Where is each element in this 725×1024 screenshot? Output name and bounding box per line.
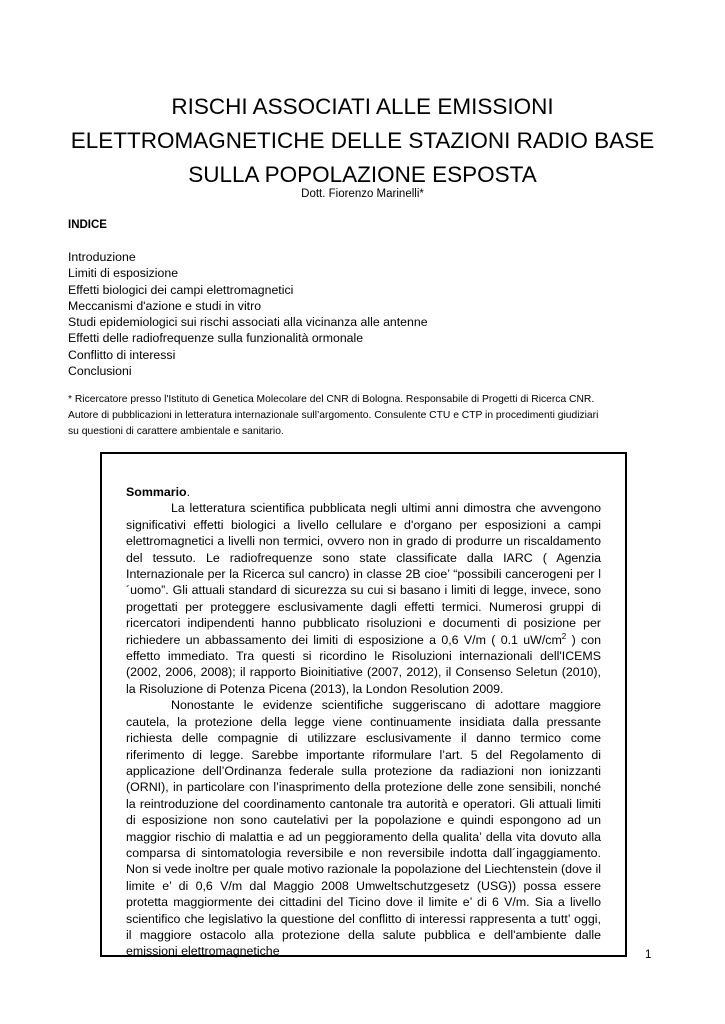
toc-item: Effetti biologici dei campi elettromagnetici (68, 282, 294, 297)
toc-item: Meccanismi d'azione e studi in vitro (68, 298, 262, 313)
summary-heading-line (126, 484, 601, 500)
toc-item: Limiti di esposizione (68, 266, 179, 281)
page-number: 1 (645, 949, 652, 961)
toc-item: Conflitto di interessi (68, 347, 176, 362)
summary-text (126, 484, 601, 960)
footnote-line: Autore di pubblicazioni in letteratura internazionale sull’argomento. Consulente CTU e CTP in procedimenti giudiziari (68, 410, 599, 422)
summary-p1-text: La letteratura scientifica pubblicata negli ultimi anni dimostra che avvengono significativi effetti biologici a livello cellulare e d'organo per esposizioni a campi elettromagnetici a livelli non termici, ovvero non in grado di produrre un riscaldamento del tessuto. Le radiofrequenze sono state classificate dalla IARC ( Agenzia Internazionale per la Ricerca sul cancro) in classe 2B cioe’ “possibili cancerogeni per l´uomo”. Gli attuali standard di sicurezza su cui si basano i limiti di legge, invece, sono progettati per proteggere esclusivamente dagli effetti termici. Numerosi gruppi di ricercatori indipendenti hanno pubblicato risoluzioni e documenti di posizione per richiedere un abbassamento dei limiti di esposizione a 0,6 V/m ( 0.1 uW/cm (126, 501, 601, 647)
index-heading: INDICE (68, 219, 107, 231)
summary-paragraph-1 (126, 500, 601, 697)
superscript-2: 2 (561, 631, 567, 641)
author-footnote (68, 392, 663, 441)
table-of-contents (68, 249, 428, 379)
title-line-1: RISCHI ASSOCIATI ALLE EMISSIONI (171, 94, 554, 119)
toc-item: Effetti delle radiofrequenze sulla funzionalità ormonale (68, 331, 364, 346)
summary-heading: Sommario (126, 485, 187, 499)
summary-p1-text-end: ) con effetto immediato. Tra questi si ricordino le Risoluzioni internazionali dell'ICEMS (2002, 2006, 2008); il rapporto Bioinitiative (2007, 2012), il Consenso Seletun (2010), la Risoluzione di Potenza Picena (2013), la London Resolution 2009. (126, 632, 601, 696)
footnote-line: su questioni di carattere ambientale e sanitario. (68, 426, 284, 438)
document-title (40, 90, 685, 192)
summary-paragraph-2: Nonostante le evidenze scientifiche suggeriscano di adottare maggiore cautela, la protezione della legge viene continuamente insidiata dalla pressante richiesta delle compagnie di utilizzare esclusivamente il danno termico come riferimento di legge. Sarebbe importante riformulare l’art. 5 del Regolamento di applicazione dell’Ordinanza federale sulla protezione da radiazioni non ionizzanti (ORNI), in particolare con l’inasprimento della protezione delle zone sensibili, nonché la reintroduzione del coordinamento cantonale tra autorità e operatori. Gli attuali limiti di esposizione non sono cautelativi per la popolazione e quindi espongono ad un maggior rischio di malattia e ad un peggioramento della qualita’ della vita dovuto alla comparsa di sintomatologia reversibile e non reversibile indotta dall´ingaggiamento. Non si vede inoltre per quale motivo razionale la popolazione del Liechtenstein (dove il limite e’ di 0,6 V/m dal Maggio 2008 Umweltschutzgesetz (USG)) possa essere protetta maggiormente dei cittadini del Ticino dove il limite e’ di 6 V/m. Sia a livello scientifico che legislativo la questione del conflitto di interessi rappresenta a tutt’ oggi, il maggiore ostacolo alla protezione della salute pubblica e dell'ambiente dalle emissioni elettromagnetiche (126, 698, 601, 959)
title-line-2: ELETTROMAGNETICHE DELLE STAZIONI RADIO BASE (70, 128, 655, 153)
toc-item: Studi epidemiologici sui rischi associati alla vicinanza alle antenne (68, 315, 428, 330)
toc-item: Conclusioni (68, 364, 132, 379)
summary-heading-period: . (186, 485, 191, 499)
toc-item: Introduzione (68, 250, 136, 264)
author-line: Dott. Fiorenzo Marinelli* (301, 188, 424, 200)
summary-box (100, 452, 627, 957)
footnote-line: * Ricercatore presso l'Istituto di Genetica Molecolare del CNR di Bologna. Responsabile di Progetti di Ricerca CNR. (68, 394, 595, 405)
title-line-3: SULLA POPOLAZIONE ESPOSTA (188, 162, 537, 187)
